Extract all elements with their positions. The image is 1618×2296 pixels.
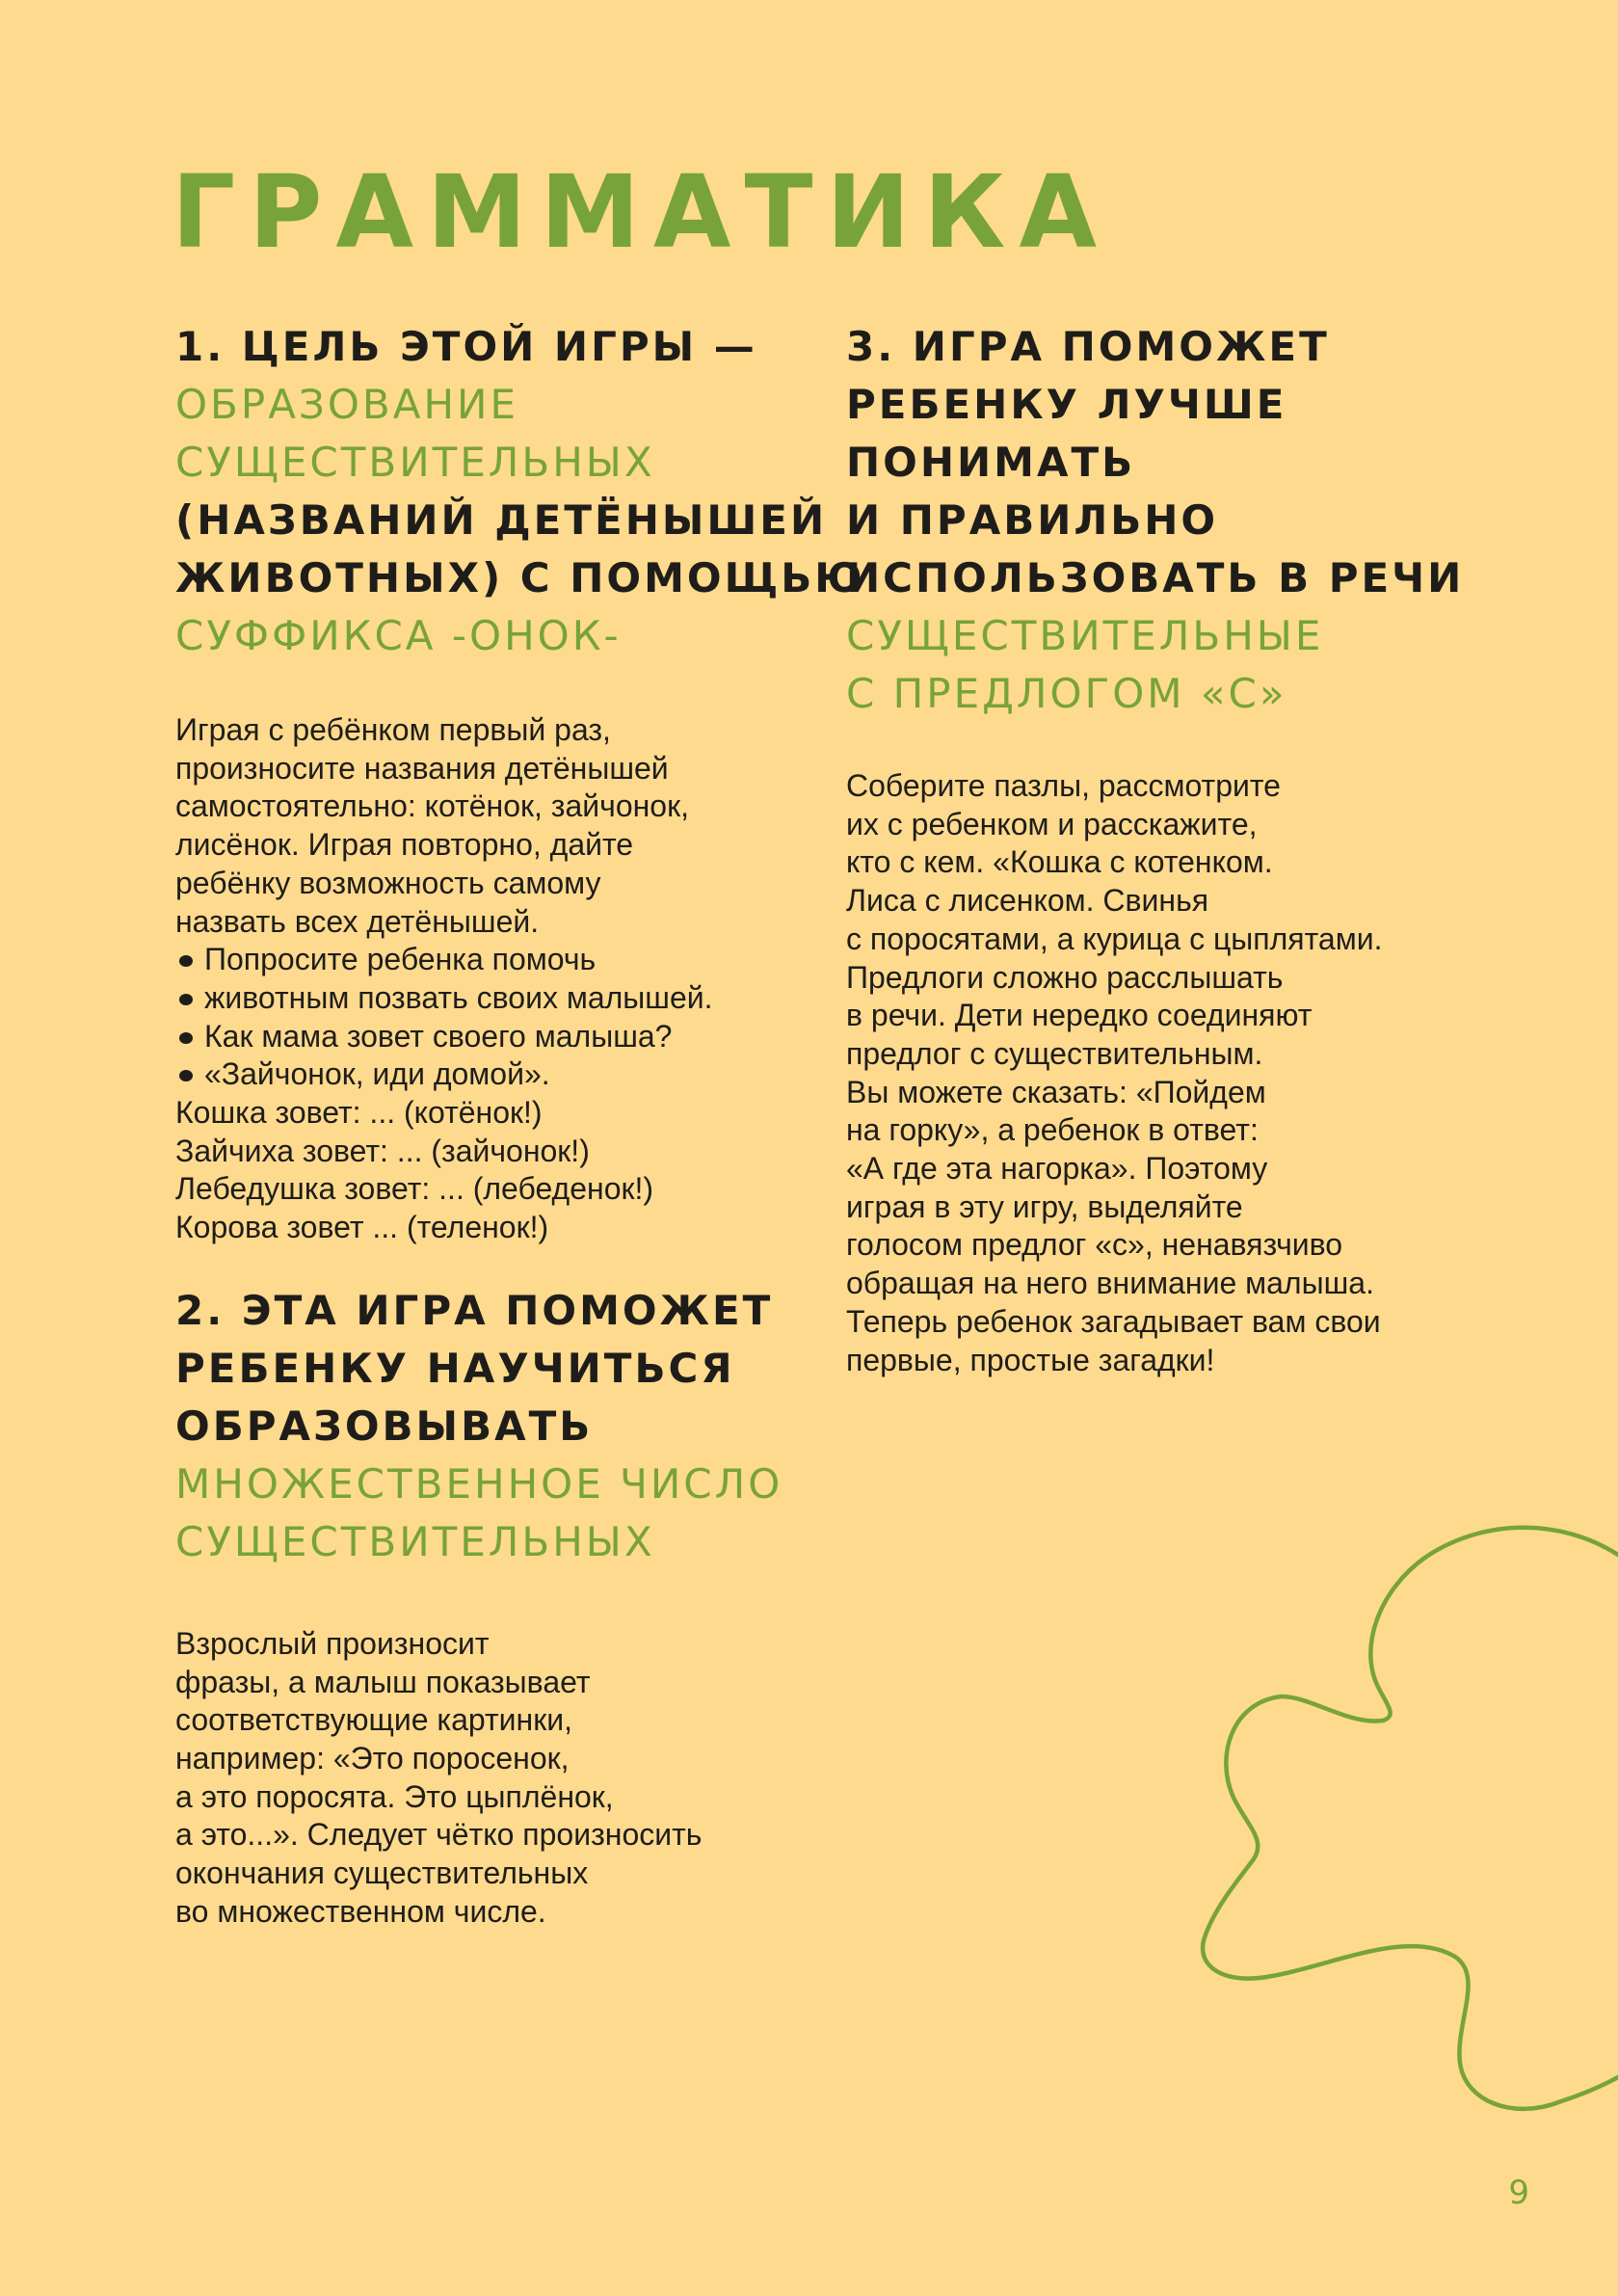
section-3-heading-line: И ПРАВИЛЬНО xyxy=(846,496,1219,544)
section-1-outro: Кошка зовет: ... (котёнок!) Зайчиха зовет: ... (зайчонок!) Лебедушка зовет: ... (лебеденок!) Корова зовет ... (теленок!) xyxy=(175,1095,654,1245)
section-3-heading-line: С ПРЕДЛОГОМ «С» xyxy=(846,670,1287,717)
section-1-heading-line: СУЩЕСТВИТЕЛЬНЫХ xyxy=(175,439,655,486)
left-column xyxy=(175,318,865,1931)
section-2-heading xyxy=(175,1282,811,1571)
section-1-body xyxy=(175,711,811,1247)
section-1-heading-line: СУФФИКСА -ОНОК- xyxy=(175,612,622,659)
puzzle-piece-icon xyxy=(1195,1523,1618,2140)
section-3-heading-line: ИСПОЛЬЗОВАТЬ В РЕЧИ xyxy=(846,554,1465,601)
section-1-heading-line: ЖИВОТНЫХ) С ПОМОЩЬЮ xyxy=(175,554,865,601)
section-1-heading-line: (НАЗВАНИЙ ДЕТЁНЫШЕЙ xyxy=(175,496,828,544)
right-column xyxy=(846,318,1463,1379)
section-1-heading xyxy=(175,318,865,665)
section-2-heading-line: 2. ЭТА ИГРА ПОМОЖЕТ xyxy=(175,1286,774,1334)
page-number: 9 xyxy=(1508,2174,1529,2212)
bullet-item: животным позвать своих малышей. xyxy=(175,979,811,1018)
section-3-heading-line: ПОНИМАТЬ xyxy=(846,439,1136,486)
page-title: ГРАММАТИКА xyxy=(172,153,1110,271)
section-1-bullet-list xyxy=(175,941,811,1094)
section-2-heading-line: МНОЖЕСТВЕННОЕ ЧИСЛО xyxy=(175,1459,783,1508)
section-3-heading-line: 3. ИГРА ПОМОЖЕТ xyxy=(846,323,1330,370)
section-3-body: Соберите пазлы, рассмотрите их с ребенком и расскажите, кто с кем. «Кошка с котенком. Лиса с лисенком. Свинья с поросятами, а курица с цыплятами. Предлоги сложно расслышать в речи. Дети нередко соединяют предлог с существительным. Вы можете сказать: «Пойдем на горку», а ребенок в ответ: «А где эта нагорка». Поэтому играя в эту игру, выделяйте голосом предлог «с», ненавязчиво обращая на него внимание малыша. Теперь ребенок загадывает вам свои первые, простые загадки! xyxy=(846,768,1383,1377)
section-3-heading-line: СУЩЕСТВИТЕЛЬНЫЕ xyxy=(846,612,1324,659)
bullet-item: Попросите ребенка помочь xyxy=(175,941,811,979)
section-1-intro: Играя с ребёнком первый раз, произносите названия детёнышей самостоятельно: котёнок, зайчонок, лисёнок. Играя повторно, дайте ребёнку возможность самому назвать всех детёнышей. xyxy=(175,712,689,939)
section-1-heading-line: 1. ЦЕЛЬ ЭТОЙ ИГРЫ — xyxy=(175,323,757,370)
section-2-body: Взрослый произносит фразы, а малыш показывает соответствующие картинки, например: «Это поросенок, а это поросята. Это цыплёнок, а это...». Следует чётко произносить окончания существительных во множественном числе. xyxy=(175,1625,703,1929)
bullet-item: Как мама зовет своего малыша? xyxy=(175,1018,811,1056)
bullet-item: «Зайчонок, иди домой». xyxy=(175,1055,811,1094)
section-2-heading-line: РЕБЕНКУ НАУЧИТЬСЯ xyxy=(175,1344,735,1392)
section-3-heading xyxy=(846,318,1463,723)
section-2-heading-line: СУЩЕСТВИТЕЛЬНЫХ xyxy=(175,1517,655,1565)
section-1-heading-line: ОБРАЗОВАНИЕ xyxy=(175,381,518,428)
section-2-heading-line: ОБРАЗОВЫВАТЬ xyxy=(175,1402,594,1450)
section-3-heading-line: РЕБЕНКУ ЛУЧШЕ xyxy=(846,381,1287,428)
